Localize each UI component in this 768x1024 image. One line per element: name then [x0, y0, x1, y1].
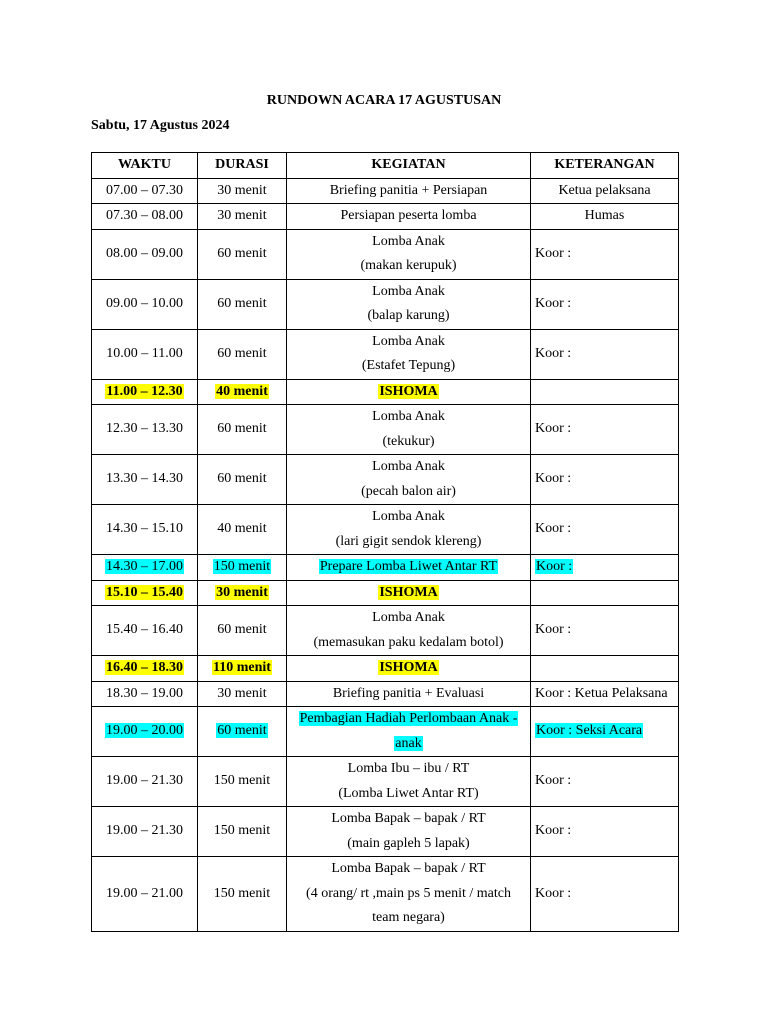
- kegiatan-line: [291, 807, 526, 832]
- table-row: [92, 505, 679, 555]
- table-row: [92, 178, 679, 204]
- cell-keterangan: [531, 279, 679, 329]
- keterangan-text: Koor :: [535, 823, 572, 839]
- rundown-body: [92, 178, 679, 931]
- kegiatan-line: [291, 179, 526, 204]
- kegiatan-line: [291, 280, 526, 305]
- cell-waktu: [92, 580, 198, 606]
- cell-waktu: [92, 405, 198, 455]
- durasi-text: 60 menit: [217, 245, 267, 261]
- kegiatan-line: [291, 906, 526, 931]
- cell-durasi: [198, 455, 287, 505]
- table-row: [92, 204, 679, 230]
- cell-durasi: [198, 707, 287, 757]
- kegiatan-text: (4 orang/ rt ,main ps 5 menit / match: [306, 885, 511, 901]
- durasi-text: 60 menit: [217, 295, 267, 311]
- kegiatan-text: Lomba Anak: [372, 610, 445, 625]
- kegiatan-text: (main gapleh 5 lapak): [347, 835, 470, 851]
- kegiatan-line: [291, 304, 526, 329]
- waktu-text: 12.30 – 13.30: [106, 421, 183, 437]
- cell-kegiatan: [287, 329, 531, 379]
- table-row: [92, 555, 679, 581]
- table-row: [92, 681, 679, 707]
- cell-waktu: [92, 656, 198, 682]
- durasi-text: 60 menit: [217, 421, 267, 437]
- kegiatan-text: ISHOMA: [379, 383, 438, 399]
- cell-durasi: [198, 656, 287, 682]
- cell-waktu: [92, 204, 198, 230]
- kegiatan-text: (pecah balon air): [361, 483, 456, 499]
- kegiatan-text: Lomba Anak: [372, 333, 445, 349]
- cell-durasi: [198, 379, 287, 405]
- event-date: Sabtu, 17 Agustus 2024: [91, 118, 230, 133]
- durasi-text: 110 menit: [213, 660, 271, 675]
- keterangan-text: Koor :: [535, 622, 572, 638]
- cell-durasi: [198, 606, 287, 656]
- cell-kegiatan: [287, 606, 531, 656]
- waktu-text: 10.00 – 11.00: [106, 345, 183, 361]
- cell-durasi: [198, 555, 287, 581]
- table-header-row: [92, 153, 679, 179]
- waktu-text: 15.40 – 16.40: [106, 622, 183, 638]
- cell-waktu: [92, 555, 198, 581]
- table-row: [92, 606, 679, 656]
- cell-kegiatan: [287, 204, 531, 230]
- cell-kegiatan: [287, 656, 531, 682]
- kegiatan-text: (tekukur): [382, 433, 435, 449]
- table-row: [92, 580, 679, 606]
- keterangan-text: Koor :: [535, 295, 572, 311]
- cell-durasi: [198, 857, 287, 932]
- cell-kegiatan: [287, 555, 531, 581]
- cell-durasi: [198, 329, 287, 379]
- kegiatan-line: [291, 354, 526, 379]
- kegiatan-text: (memasukan paku kedalam botol): [313, 634, 504, 650]
- keterangan-text: Koor : Ketua Pelaksana: [535, 685, 668, 701]
- cell-waktu: [92, 279, 198, 329]
- cell-keterangan: [531, 757, 679, 807]
- header-waktu: WAKTU: [92, 153, 198, 179]
- header-durasi: DURASI: [198, 153, 287, 179]
- waktu-text: 09.00 – 10.00: [106, 295, 183, 311]
- kegiatan-text: Lomba Bapak – bapak / RT: [331, 861, 486, 876]
- durasi-text: 30 menit: [217, 182, 267, 198]
- waktu-text: 19.00 – 20.00: [106, 723, 183, 739]
- cell-durasi: [198, 505, 287, 555]
- cell-keterangan: [531, 329, 679, 379]
- keterangan-text: Koor :: [535, 521, 572, 537]
- kegiatan-text: (Estafet Tepung): [361, 358, 456, 373]
- table-row: [92, 857, 679, 932]
- durasi-text: 150 menit: [213, 773, 271, 789]
- cell-durasi: [198, 204, 287, 230]
- cell-keterangan: [531, 555, 679, 581]
- table-row: [92, 379, 679, 405]
- cell-durasi: [198, 757, 287, 807]
- cell-waktu: [92, 857, 198, 932]
- cell-waktu: [92, 757, 198, 807]
- table-row: [92, 229, 679, 279]
- durasi-text: 150 menit: [213, 885, 271, 901]
- cell-waktu: [92, 606, 198, 656]
- cell-kegiatan: [287, 757, 531, 807]
- cell-waktu: [92, 681, 198, 707]
- waktu-text: 18.30 – 19.00: [106, 685, 183, 701]
- kegiatan-line: [291, 857, 526, 882]
- cell-kegiatan: [287, 455, 531, 505]
- kegiatan-line: [291, 606, 526, 631]
- cell-keterangan: [531, 857, 679, 932]
- kegiatan-text: Lomba Anak: [372, 283, 445, 299]
- kegiatan-text: ISHOMA: [379, 660, 438, 675]
- table-row: [92, 807, 679, 857]
- cell-waktu: [92, 329, 198, 379]
- cell-keterangan: [531, 807, 679, 857]
- cell-waktu: [92, 178, 198, 204]
- kegiatan-line: [291, 832, 526, 857]
- kegiatan-text: Prepare Lomba Liwet Antar RT: [319, 559, 498, 574]
- kegiatan-text: Lomba Bapak – bapak / RT: [331, 811, 486, 826]
- cell-keterangan: [531, 229, 679, 279]
- cell-kegiatan: [287, 707, 531, 757]
- cell-durasi: [198, 807, 287, 857]
- cell-kegiatan: [287, 279, 531, 329]
- waktu-text: 14.30 – 15.10: [106, 521, 183, 537]
- cell-kegiatan: [287, 807, 531, 857]
- kegiatan-line: [291, 430, 526, 455]
- keterangan-text: Humas: [584, 208, 625, 223]
- keterangan-text: Koor :: [536, 559, 573, 574]
- kegiatan-text: Lomba Ibu – ibu / RT: [347, 761, 470, 776]
- cell-durasi: [198, 178, 287, 204]
- cell-kegiatan: [287, 379, 531, 405]
- kegiatan-text: Lomba Anak: [372, 509, 445, 524]
- cell-waktu: [92, 229, 198, 279]
- keterangan-text: Koor :: [535, 421, 572, 437]
- kegiatan-line: [291, 682, 526, 707]
- cell-keterangan: [531, 178, 679, 204]
- keterangan-text: Koor :: [535, 345, 572, 361]
- cell-keterangan: [531, 606, 679, 656]
- keterangan-text: Koor :: [535, 471, 572, 487]
- waktu-text: 14.30 – 17.00: [106, 559, 183, 574]
- document-title: RUNDOWN ACARA 17 AGUSTUSAN: [266, 93, 502, 108]
- waktu-text: 07.00 – 07.30: [106, 182, 183, 198]
- kegiatan-line: [291, 330, 526, 355]
- waktu-text: 13.30 – 14.30: [106, 471, 183, 487]
- kegiatan-line: [291, 505, 526, 530]
- cell-kegiatan: [287, 178, 531, 204]
- cell-keterangan: [531, 656, 679, 682]
- kegiatan-line: [291, 480, 526, 505]
- cell-kegiatan: [287, 580, 531, 606]
- kegiatan-text: anak: [395, 735, 422, 751]
- keterangan-text: Koor :: [535, 245, 572, 261]
- durasi-text: 60 menit: [217, 622, 267, 638]
- kegiatan-text: (balap karung): [367, 308, 450, 323]
- keterangan-text: Koor :: [535, 773, 572, 789]
- cell-durasi: [198, 279, 287, 329]
- kegiatan-line: [291, 380, 526, 405]
- durasi-text: 40 menit: [217, 521, 267, 537]
- waktu-text: 11.00 – 12.30: [106, 383, 183, 399]
- table-row: [92, 656, 679, 682]
- kegiatan-line: [291, 230, 526, 255]
- table-row: [92, 329, 679, 379]
- kegiatan-text: Lomba Anak: [372, 233, 445, 249]
- header-kegiatan: KEGIATAN: [287, 153, 531, 179]
- durasi-text: 40 menit: [216, 383, 268, 399]
- cell-durasi: [198, 580, 287, 606]
- kegiatan-text: ISHOMA: [379, 584, 438, 600]
- kegiatan-line: [291, 757, 526, 782]
- kegiatan-line: [291, 656, 526, 681]
- kegiatan-line: [291, 782, 526, 807]
- table-row: [92, 707, 679, 757]
- durasi-text: 60 menit: [217, 723, 267, 739]
- kegiatan-text: Lomba Anak: [372, 409, 445, 424]
- cell-keterangan: [531, 707, 679, 757]
- waktu-text: 15.10 – 15.40: [106, 584, 183, 600]
- kegiatan-line: [291, 581, 526, 606]
- waktu-text: 16.40 – 18.30: [106, 660, 183, 675]
- cell-kegiatan: [287, 505, 531, 555]
- kegiatan-text: team negara): [372, 910, 445, 925]
- rundown-table: [91, 152, 679, 932]
- cell-waktu: [92, 707, 198, 757]
- waktu-text: 19.00 – 21.30: [106, 773, 183, 789]
- cell-waktu: [92, 379, 198, 405]
- cell-waktu: [92, 505, 198, 555]
- cell-durasi: [198, 681, 287, 707]
- cell-durasi: [198, 229, 287, 279]
- durasi-text: 150 menit: [213, 823, 271, 839]
- waktu-text: 19.00 – 21.30: [106, 823, 183, 839]
- cell-keterangan: [531, 455, 679, 505]
- cell-kegiatan: [287, 229, 531, 279]
- durasi-text: 150 menit: [213, 559, 271, 574]
- cell-keterangan: [531, 580, 679, 606]
- cell-keterangan: [531, 204, 679, 230]
- table-row: [92, 757, 679, 807]
- durasi-text: 30 menit: [216, 584, 268, 600]
- kegiatan-line: [291, 882, 526, 907]
- kegiatan-text: Lomba Anak: [372, 459, 445, 474]
- durasi-text: 60 menit: [217, 471, 267, 487]
- cell-kegiatan: [287, 857, 531, 932]
- cell-keterangan: [531, 405, 679, 455]
- kegiatan-text: (Lomba Liwet Antar RT): [338, 785, 479, 801]
- kegiatan-line: [291, 405, 526, 430]
- kegiatan-line: [291, 204, 526, 229]
- waktu-text: 19.00 – 21.00: [106, 885, 183, 901]
- table-row: [92, 455, 679, 505]
- kegiatan-line: [291, 530, 526, 555]
- cell-keterangan: [531, 379, 679, 405]
- cell-kegiatan: [287, 681, 531, 707]
- cell-kegiatan: [287, 405, 531, 455]
- table-row: [92, 279, 679, 329]
- cell-waktu: [92, 455, 198, 505]
- kegiatan-text: Pembagian Hadiah Perlombaan Anak -: [299, 711, 518, 726]
- header-keterangan: KETERANGAN: [531, 153, 679, 179]
- kegiatan-text: Briefing panitia + Evaluasi: [332, 685, 485, 701]
- kegiatan-line: [291, 631, 526, 656]
- kegiatan-line: [291, 555, 526, 580]
- kegiatan-text: (lari gigit sendok klereng): [335, 533, 482, 549]
- durasi-text: 30 menit: [217, 685, 267, 701]
- keterangan-text: Koor : Seksi Acara: [536, 723, 643, 739]
- keterangan-text: Ketua pelaksana: [558, 182, 651, 198]
- kegiatan-line: [291, 455, 526, 480]
- waktu-text: 08.00 – 09.00: [106, 245, 183, 261]
- table-row: [92, 405, 679, 455]
- kegiatan-line: [291, 254, 526, 279]
- cell-keterangan: [531, 505, 679, 555]
- kegiatan-text: Briefing panitia + Persiapan: [329, 182, 488, 198]
- cell-keterangan: [531, 681, 679, 707]
- durasi-text: 30 menit: [217, 208, 267, 223]
- kegiatan-line: [291, 707, 526, 732]
- kegiatan-line: [291, 732, 526, 757]
- kegiatan-text: Persiapan peserta lomba: [340, 208, 477, 223]
- cell-durasi: [198, 405, 287, 455]
- kegiatan-text: (makan kerupuk): [360, 258, 457, 273]
- durasi-text: 60 menit: [217, 345, 267, 361]
- keterangan-text: Koor :: [535, 885, 572, 901]
- cell-waktu: [92, 807, 198, 857]
- waktu-text: 07.30 – 08.00: [106, 208, 183, 223]
